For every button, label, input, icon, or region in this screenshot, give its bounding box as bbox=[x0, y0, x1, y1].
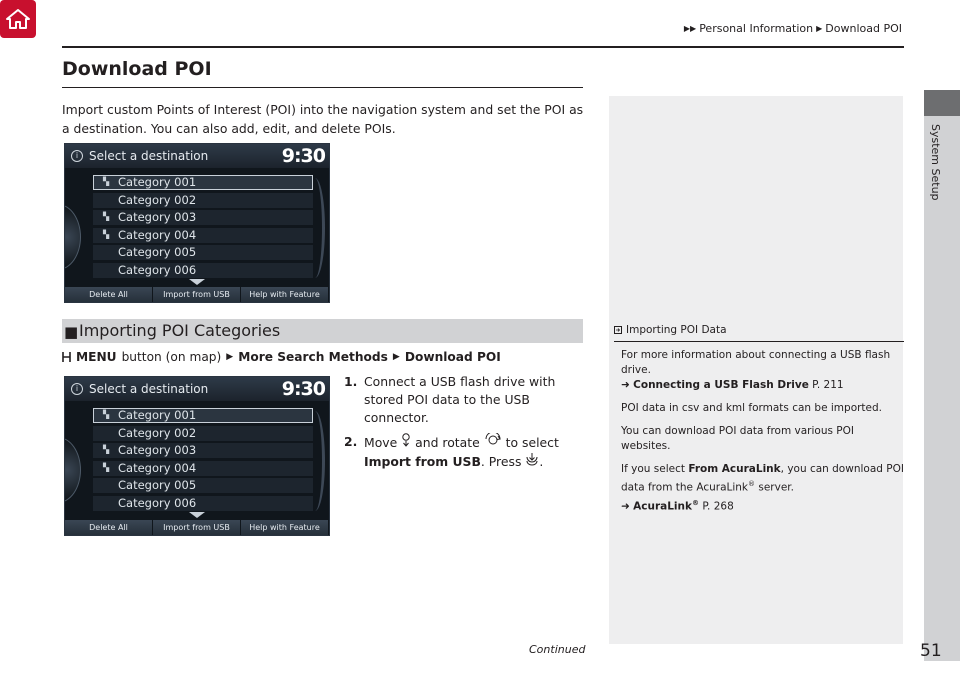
nav-screen-top bbox=[64, 143, 330, 303]
move-down-icon bbox=[401, 433, 411, 447]
poi-pin-icon: ▚ bbox=[103, 445, 110, 454]
home-button[interactable] bbox=[0, 0, 36, 38]
poi-pin-icon: ▚ bbox=[103, 177, 110, 186]
importing-poi-data-note bbox=[614, 322, 904, 522]
step-2: 2. Move and rotate to select Import from USB. Press . bbox=[344, 434, 559, 469]
note-paragraph: If you select From AcuraLink, you can download POI data from the AcuraLink® server. ➜ AcuraLink® P. 268 bbox=[621, 463, 904, 512]
list-item[interactable]: ▚ Category 003 bbox=[93, 209, 313, 227]
note-title: Importing POI Data bbox=[626, 324, 727, 336]
note-marker-icon bbox=[614, 326, 622, 334]
path-arrow-icon: ▶ bbox=[226, 352, 234, 362]
screen-title: Select a destination bbox=[89, 149, 209, 163]
list-item[interactable]: Category 006 bbox=[93, 495, 313, 513]
info-icon: i bbox=[71, 383, 83, 395]
instruction-steps bbox=[344, 373, 584, 477]
screen-clock: 9:30 bbox=[281, 145, 325, 167]
help-with-feature-button[interactable]: Help with Feature bbox=[241, 287, 329, 302]
list-item[interactable]: Category 002 bbox=[93, 192, 313, 210]
home-icon bbox=[5, 7, 31, 31]
screen-footer bbox=[65, 287, 329, 302]
category-list bbox=[93, 407, 313, 512]
page-title: Download POI bbox=[62, 58, 212, 80]
delete-all-button[interactable]: Delete All bbox=[65, 520, 153, 535]
header-divider bbox=[62, 46, 904, 48]
import-from-usb-button[interactable]: Import from USB bbox=[153, 520, 241, 535]
section-header bbox=[62, 319, 583, 343]
menu-label: MENU bbox=[76, 350, 117, 364]
note-paragraph: For more information about connecting a USB flash drive. ➜ Connecting a USB Flash Drive P. 211 bbox=[621, 349, 891, 391]
menu-button-icon bbox=[62, 351, 71, 363]
step-1: 1. Connect a USB flash drive with stored POI data to the USB connector. bbox=[344, 374, 556, 425]
nav-screen-bottom bbox=[64, 376, 330, 536]
info-icon: i bbox=[71, 150, 83, 162]
poi-pin-icon: ▚ bbox=[103, 229, 110, 239]
screen-title: Select a destination bbox=[89, 382, 209, 396]
breadcrumb bbox=[684, 22, 902, 35]
interface-dial-icon bbox=[64, 204, 81, 270]
delete-all-button[interactable]: Delete All bbox=[65, 287, 153, 302]
side-tab-label[interactable]: System Setup bbox=[929, 124, 942, 201]
ref-arrow-icon: ➜ bbox=[621, 379, 630, 391]
list-item[interactable]: ▚ Category 004 bbox=[93, 227, 313, 245]
intro-text: Import custom Points of Interest (POI) into the navigation system and set the POI as a destination. You can also add, edit, and delete POIs. bbox=[62, 102, 584, 136]
poi-pin-icon: ▚ bbox=[103, 212, 110, 221]
menu-path bbox=[62, 350, 501, 364]
ref-arrow-icon: ➜ bbox=[621, 500, 630, 512]
rotate-dial-icon bbox=[484, 433, 502, 447]
scroll-down-icon[interactable] bbox=[189, 512, 205, 518]
ref-connecting-usb-link[interactable]: Connecting a USB Flash Drive bbox=[633, 379, 809, 391]
press-dial-icon bbox=[525, 452, 539, 466]
path-arrow-icon: ▶ bbox=[392, 352, 400, 362]
section-square-icon: ■ bbox=[64, 323, 79, 341]
list-item[interactable]: Category 005 bbox=[93, 244, 313, 262]
section-title: Importing POI Categories bbox=[79, 321, 281, 340]
ref-acuralink-link[interactable]: AcuraLink bbox=[633, 500, 692, 512]
category-list bbox=[93, 174, 313, 279]
poi-pin-icon: ▚ bbox=[103, 410, 110, 419]
list-item[interactable]: Category 002 bbox=[93, 425, 313, 443]
screen-footer bbox=[65, 520, 329, 535]
side-tab-marker bbox=[924, 90, 960, 116]
list-item[interactable]: ▚ Category 003 bbox=[93, 442, 313, 460]
breadcrumb-item-download-poi[interactable]: Download POI bbox=[825, 22, 902, 35]
list-item[interactable]: ▚ Category 001 bbox=[93, 174, 313, 192]
scroll-down-icon[interactable] bbox=[189, 279, 205, 285]
list-item[interactable]: Category 006 bbox=[93, 262, 313, 280]
list-item[interactable]: ▚ Category 004 bbox=[93, 460, 313, 478]
title-divider bbox=[62, 87, 583, 88]
breadcrumb-item-personal-information[interactable]: Personal Information bbox=[699, 22, 814, 35]
import-from-usb-button[interactable]: Import from USB bbox=[153, 287, 241, 302]
path-download-poi: Download POI bbox=[404, 350, 501, 364]
help-with-feature-button[interactable]: Help with Feature bbox=[241, 520, 329, 535]
path-more-search-methods: More Search Methods bbox=[238, 350, 388, 364]
interface-dial-icon bbox=[64, 437, 81, 503]
breadcrumb-arrow-icon: ▶▶ bbox=[683, 24, 697, 33]
menu-suffix: button (on map) bbox=[121, 350, 222, 364]
breadcrumb-arrow-icon: ▶ bbox=[816, 24, 823, 33]
note-paragraph: You can download POI data from various POI websites. bbox=[621, 425, 854, 452]
list-item[interactable]: ▚ Category 001 bbox=[93, 407, 313, 425]
screen-clock: 9:30 bbox=[281, 378, 325, 400]
list-item[interactable]: Category 005 bbox=[93, 477, 313, 495]
page-number: 51 bbox=[920, 641, 942, 661]
note-paragraph: POI data in csv and kml formats can be imported. bbox=[621, 402, 883, 414]
continued-label: Continued bbox=[529, 643, 586, 656]
poi-pin-icon: ▚ bbox=[103, 462, 110, 472]
